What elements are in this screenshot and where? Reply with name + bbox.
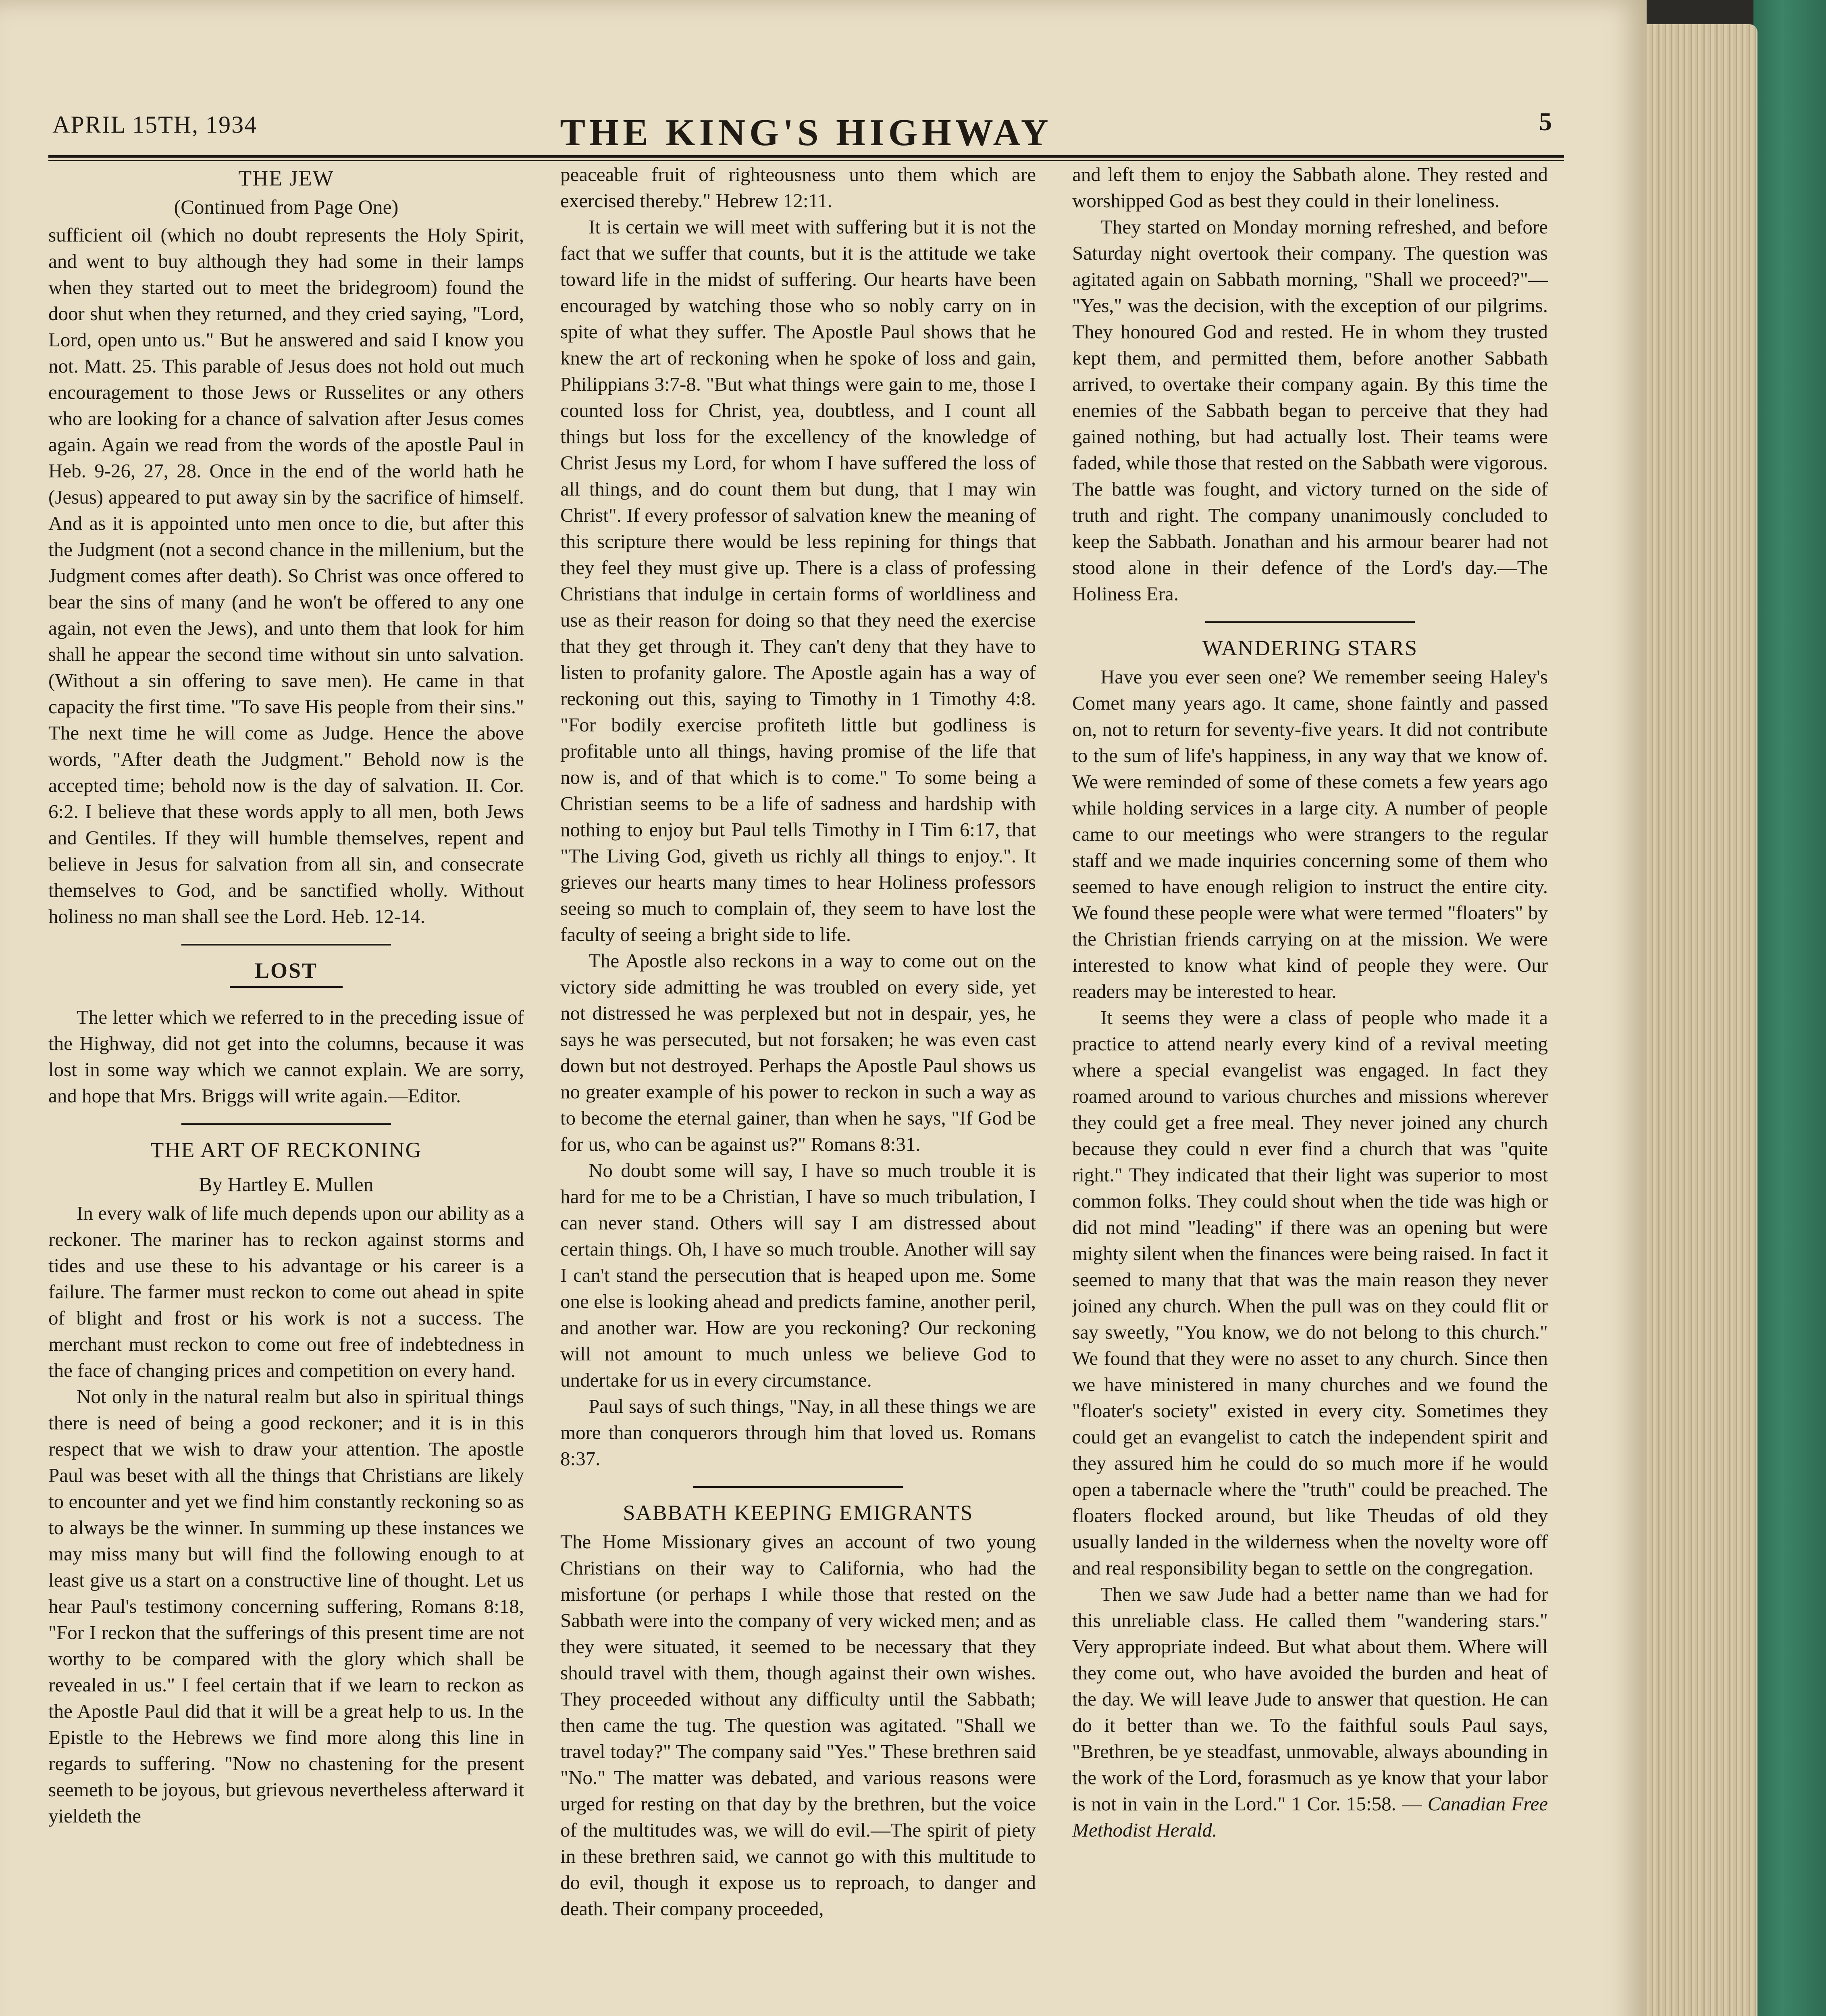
article-byline: By Hartley E. Mullen xyxy=(199,1173,374,1195)
section-divider xyxy=(1205,621,1415,623)
art-paragraph-5: The Apostle also reckons in a way to come out on the victory side admitting he was troubled on every side, yet not distressed he was perplexed but not in despair, yes, he says he was persecuted, but not forsaken; he was even cast down but not destroyed. Perhaps the Apostle Paul shows us no greater example of his power to reckon in such a way as to become the eternal gainer, than when he says, "If God be for us, who can be against us?" Romans 8:31. xyxy=(560,950,1036,1155)
art-paragraph-1: In every walk of life much depends upon our ability as a reckoner. The mariner has to reckon against storms and tides and use these to his advantage or his career is a failure. The farmer must reckon to come out ahead in spite of blight and frost or his work is not a success. The merchant must reckon to come out free of indebtedness in the face of changing prices and competition on every hand. xyxy=(48,1202,524,1381)
article-columns xyxy=(48,161,1548,2016)
the-jew-body: sufficient oil (which no doubt represents the Holy Spirit, and went to buy although they had some in their lamps when they started out to meet the bridegroom) found the door shut when they returned, and they cried saying, "Lord, Lord, open unto us." But he answered and said I know you not. Matt. 25. This parable of Jesus does not hold out much encouragement to those Jews or Russelites or any others who are looking for a chance of salvation after Jesus comes again. Again we read from the words of the apostle Paul in Heb. 9-26, 27, 28. Once in the end of the world hath he (Jesus) appeared to put away sin by the sacrifice of himself. And as it is appointed unto men once to die, but after this the Judgment (not a second chance in the millenium, but the Judgment comes after death). So Christ was once offered to bear the sins of many (and he won't be offered to any one again, not even the Jews), and unto them that look for him shall he appear the second time without sin unto salvation. (Without a sin offering to save men). He came in that capacity the first time. "To save His people from their sins." The next time he will come as Judge. Hence the above words, "After death the Judgment." Behold now is the accepted time; behold now is the day of salvation. II. Cor. 6:2. I believe that these words apply to all men, both Jews and Gentiles. If they will humble themselves, repent and believe in Jesus for salvation from all sin, and consecrate themselves to God, and be sanctified wholly. Without holiness no man shall see the Lord. Heb. 12-14. xyxy=(48,224,524,927)
art-paragraph-4: It is certain we will meet with suffering but it is not the fact that we suffer that counts, but it is the attitude we take toward life in the midst of suffering. Our hearts have been encouraged by watching those who so nobly carry on in spite of what they suffer. The Apostle Paul shows that he knew the art of reckoning when he spoke of loss and gain, Philippians 3:7-8. "But what things were gain to me, those I counted loss for Christ, yea, doubtless, and I count all things but loss for the excellency of the knowledge of Christ Jesus my Lord, for whom I have suffered the loss of all things, and do count them but dung, that I may win Christ". If every professor of salvation knew the meaning of this scripture there would be less repining for things that they feel they must give up. There is a class of professing Christians that indulge in certain forms of worldliness and use as their reason for doing so that they need the exercise that they get through it. They can't deny that they have to listen to profanity galore. The Apostle again has a way of reckoning out this, saying to Timothy in 1 Timothy 4:8. "For bodily exercise profiteth little but godliness is profitable unto all things, having promise of the life that now is, and of that which is to come." To some being a Christian seems to be a life of sadness and hardship with nothing to enjoy but Paul tells Timothy in I Tim 6:17, that "The Living God, giveth us richly all things to enjoy.". It grieves our hearts many times to hear Holiness professors seeing so much to complain of, they seem to have lost the faculty of seeing a bright side to life. xyxy=(560,216,1036,946)
art-paragraph-7: Paul says of such things, "Nay, in all these things we are more than conquerors through him that loved us. Romans 8:37. xyxy=(560,1395,1036,1470)
article-title-art-of-reckoning: THE ART OF RECKONING xyxy=(150,1138,422,1162)
masthead xyxy=(48,95,1564,163)
stars-paragraph-3 xyxy=(1072,1581,1548,1843)
book-binding xyxy=(1753,0,1826,2016)
section-divider xyxy=(230,986,343,988)
article-title-sabbath-keeping-emigrants: SABBATH KEEPING EMIGRANTS xyxy=(623,1501,973,1525)
masthead-rule-top xyxy=(48,155,1564,158)
column-2 xyxy=(560,161,1036,2016)
art-paragraph-2: Not only in the natural realm but also in spiritual things there is need of being a good reckoner; and it is in this respect that we wish to draw your attention. The apostle Paul was beset with all the things that Christians are likely to encounter and yet we find him constantly reckoning so as to always be the winner. In summing up these instances we may miss many but will find the following enough to at least give us a start on a constructive line of thought. Let us hear Paul's testimony concerning suffering, Romans 8:18, "For I reckon that the sufferings of this present time are not worthy to be compared with the glory which shall be revealed in us." I feel certain that if we learn to reckon as the Apostle Paul did that it will be a great help to us. In the Epistle to the Hebrews we find more along this line in regards to suffering. "Now no chastening for the present seemeth to be joyous, but grievous nevertheless afterward it yieldeth the xyxy=(48,1385,524,1827)
article-title-lost: LOST xyxy=(254,958,318,983)
column-3 xyxy=(1072,161,1548,2016)
section-divider xyxy=(181,944,391,946)
art-paragraph-6: No doubt some will say, I have so much trouble it is hard for me to be a Christian, I have so much tribulation, I can never stand. Others will say I am distressed about certain things. Oh, I have so much trouble. Another will say I can't stand the persecution that is heaped upon me. Some one else is looking ahead and predicts famine, another peril, and another war. How are you reckoning? Our reckoning will not amount to much unless we believe God to undertake for us in every circumstance. xyxy=(560,1159,1036,1391)
sabbath-paragraph-1: The Home Missionary gives an account of two young Christians on their way to California, who had the misfortune (or perhaps I while those that rested on the Sabbath were into the company of very wicked men; and as they were situated, it seemed to be necessary that they should travel with them, though against their own wishes. They proceeded without any difficulty until the Sabbath; then came the tug. The question was agitated. "Shall we travel today?" The company said "Yes." These brethren said "No." The matter was debated, and various reasons were urged for resting on that day by the brethren, but the voice of the multitudes was, we will do evil.—The spirit of piety in these brethren said, we cannot go with this multitude to do evil, though it expose us to reproach, to danger and death. Their company proceeded, xyxy=(560,1531,1036,1920)
sabbath-paragraph-3: They started on Monday morning refreshed, and before Saturday night overtook their company. The question was agitated again on Sabbath morning, "Shall we proceed?"— "Yes," was the decision, with the exception of our pilgrims. They honoured God and rested. He in whom they trusted kept them, and permitted them, before another Sabbath arrived, to overtake their company again. By this time the enemies of the Sabbath began to perceive that they had gained nothing, but had actually lost. Their teams were faded, while those that rested on the Sabbath were vigorous. The battle was fought, and victory turned on the side of truth and right. The company unanimously concluded to keep the Sabbath. Jonathan and his armour bearer had not stood alone in their defence of the Lord's day.—The Holiness Era. xyxy=(1072,216,1548,605)
lost-body: The letter which we referred to in the preceding issue of the Highway, did not get into the columns, because it was lost in some way which we cannot explain. We are sorry, and hope that Mrs. Briggs will write again.—Editor. xyxy=(48,1006,524,1107)
art-paragraph-3: peaceable fruit of righteousness unto them which are exercised thereby." Hebrew 12:11. xyxy=(560,163,1036,212)
section-divider xyxy=(181,1123,391,1125)
page-number: 5 xyxy=(1539,107,1552,136)
stars-paragraph-1: Have you ever seen one? We remember seeing Haley's Comet many years ago. It came, shone faintly and passed on, not to return for seventy-five years. It did not contribute to the sum of life's happiness, in any way that we know of. We were reminded of some of these comets a few years ago while holding services in a large city. A number of people came to our meetings who were strangers to the regular staff and we made inquiries concerning some of them who seemed to have enough religion to instruct the entire city. We found these people were what were termed "floaters" by the Christian friends carrying on at the mission. We were interested to know what kind of people they were. Our readers may be interested to hear. xyxy=(1072,666,1548,1002)
publication-title: THE KING'S HIGHWAY xyxy=(560,112,1052,154)
page-edges xyxy=(1637,24,1757,2016)
stars-paragraph-3-text: Then we saw Jude had a better name than we had for this unreliable class. He called them "wandering stars." Very appropriate indeed. But what about them. Where will they come out, who have avoided the burden and heat of the day. We will leave Jude to answer that question. He can do it better than we. To the faithful souls Paul says, "Brethren, be ye steadfast, unmovable, always abounding in the work of the Lord, forasmuch as ye know that your labor is not in vain in the Lord." 1 Cor. 15:58. — xyxy=(1072,1583,1548,1815)
issue-date: APRIL 15TH, 1934 xyxy=(52,111,258,138)
stars-paragraph-2: It seems they were a class of people who made it a practice to attend nearly every kind of a revival meeting where a special evangelist was engaged. In fact they roamed around to various churches and missions wherever they could get a free meal. They never joined any church because they could n ever find a church that was "quite right." They indicated that their light was superior to most common folks. They could shout when the tide was high or did not mind "leading" if there was an opening but were mighty silent when the finances were being raised. In fact it seemed to many that that was the main reason they never joined any church. When the pull was on they could flit or say sweetly, "You know, we do not belong to this church." We found that they were no asset to any church. Since then we have ministered in many churches and we found the "floater's society" existed in every city. Sometimes they could get an evangelist to catch the independent spirit and they assured him he could do so much more if he would open a tabernacle where the "truth" could be preached. The floaters flocked around, but like Theudas of old they usually landed in the wilderness when the novelty wore off and real responsibility began to settle on the congregation. xyxy=(1072,1006,1548,1579)
sabbath-paragraph-2: and left them to enjoy the Sabbath alone. They rested and worshipped God as best they could in their loneliness. xyxy=(1072,163,1548,212)
section-divider xyxy=(693,1486,903,1488)
column-1 xyxy=(48,161,524,2016)
article-title-the-jew: THE JEW xyxy=(238,166,334,190)
article-title-wandering-stars: WANDERING STARS xyxy=(1202,636,1418,660)
source-attribution: Canadian Free Methodist Herald. xyxy=(1072,1793,1548,1841)
continued-note: (Continued from Page One) xyxy=(174,196,399,218)
